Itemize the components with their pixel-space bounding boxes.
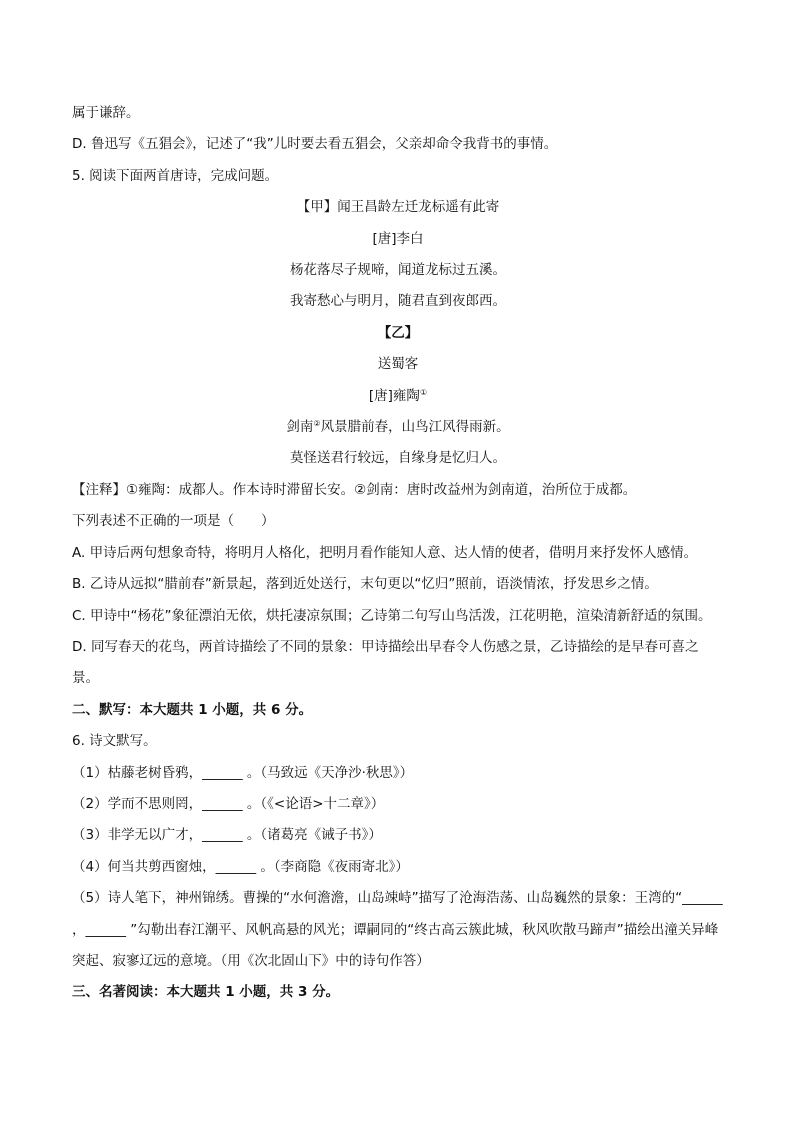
q6-item-5: （5）诗人笔下，神州锦绣。曹操的“水何澹澹，山岛竦峙”描写了沧海浩荡、山岛巍然的景象：王湾的“______ ，______ ”勾勒出春江潮平、风帆高悬的风光；谭嗣同的“终古高云簇此城，秋风吹散马蹄声”描绘出潼关异峰突起、寂寥辽远的意境。（用《次北固山下》中的诗句作答） xyxy=(72,890,723,969)
poem-b-label: 【乙】 xyxy=(377,324,419,341)
poem-a-line-1: 杨花落尽子规啼，闻道龙标过五溪。 xyxy=(290,262,506,279)
q6-item-1: （1）枯藤老树昏鸦，______ 。（马致远《天净沙·秋思》） xyxy=(72,764,414,781)
poem-b-author-line xyxy=(72,381,724,412)
footnote-marker-2: ② xyxy=(313,419,321,429)
poem-a-author: [唐]李白 xyxy=(372,230,424,247)
poem-b-line-1 xyxy=(72,412,724,443)
poem-b-author: [唐]雍陶 xyxy=(368,387,420,404)
q5-option-b: B. 乙诗从远拟“腊前春”新景起，落到近处送行，末句更以“忆归”照前，语淡情浓，抒发思乡之情。 xyxy=(72,576,658,593)
q5-option-a: A. 甲诗后两句想象奇特，将明月人格化，把明月看作能知人意、达人情的使者，借明月来抒发怀人感情。 xyxy=(72,544,698,561)
q6-item-3: （3）非学无以广才，______ 。（诸葛亮《诫子书》） xyxy=(72,827,382,844)
q5-question: 下列表述不正确的一项是（ ） xyxy=(72,513,275,530)
poem-a-title: 【甲】闻王昌龄左迁龙标遥有此寄 xyxy=(296,199,500,216)
section-3-header: 三、名著阅读：本大题共 1 小题，共 3 分。 xyxy=(72,984,340,1001)
poem-b-line-1-rest: 风景腊前春，山鸟江风得雨新。 xyxy=(320,419,510,436)
q6-stem: 6. 诗文默写。 xyxy=(72,733,157,750)
poem-b-title: 送蜀客 xyxy=(377,356,419,373)
q5-option-d: D. 同写春天的花鸟，两首诗描绘了不同的景象：甲诗描绘出早春令人伤感之景，乙诗描绘的是早春可喜之景。 xyxy=(72,638,699,687)
document-page xyxy=(72,98,724,1009)
q6-item-2: （2）学而不思则罔，______ 。（《<论语>十二章》） xyxy=(72,795,385,812)
q4-continuation: 属于谦辞。 xyxy=(72,105,140,121)
q4-option-d: D. 鲁迅写《五猖会》，记述了“我”儿时要去看五猖会，父亲却命令我背书的事情。 xyxy=(72,136,558,153)
section-2-header: 二、默写：本大题共 1 小题，共 6 分。 xyxy=(72,701,313,718)
poem-b-line-1-start: 剑南 xyxy=(286,419,314,436)
q5-stem: 5. 阅读下面两首唐诗，完成问题。 xyxy=(72,167,279,184)
q5-option-c: C. 甲诗中“杨花”象征漂泊无依，烘托凄凉氛围；乙诗第二句写山鸟活泼，江花明艳，渲染清新舒适的氛围。 xyxy=(72,607,712,624)
poem-notes: 【注释】①雍陶：成都人。作本诗时滞留长安。②剑南：唐时改益州为剑南道，治所位于成都。 xyxy=(72,481,637,498)
q6-item-4: （4）何当共剪西窗烛，______ 。（李商隐《夜雨寄北》） xyxy=(72,858,409,875)
poem-a-line-2: 我寄愁心与明月，随君直到夜郎西。 xyxy=(290,293,506,310)
poem-b-line-2: 莫怪送君行较远，自缘身是忆归人。 xyxy=(290,450,506,467)
footnote-marker-1: ① xyxy=(419,387,428,397)
